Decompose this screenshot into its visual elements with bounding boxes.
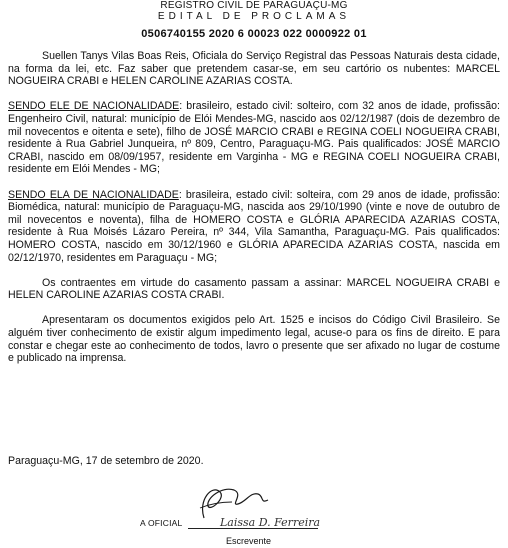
signature-block [140,478,400,548]
document-code: 0506740155 2020 6 00023 022 0000922 01 [141,28,367,40]
date-line: Paraguaçu-MG, 17 de setembro de 2020. [8,455,204,467]
edital-title: EDITAL DE PROCLAMAS [157,11,351,22]
bride-paragraph [8,189,500,265]
names-after-paragraph: Os contraentes em virtude do casamento passam a assinar: MARCEL NOGUEIRA CRABI e HELEN CAROLINE AZARIAS COSTA CRABI. [8,276,500,302]
closing-paragraph: Apresentaram os documentos exigidos pelo Art. 1525 e incisos do Código Civil Brasileiro. Se alguém tiver conhecimento de existir algum impedimento legal, acuse-o para os fins de direito. E para constar e chegar este ao conhecimento de todos, lavro o presente que ser afixado no lugar de costume e publicado na imprensa. [8,314,500,365]
registry-name: REGISTRO CIVIL DE PARAGUAÇU-MG [160,0,348,11]
groom-heading: SENDO ELE DE NACIONALIDADE [8,100,180,113]
oficial-label: A OFICIAL [140,518,183,528]
groom-text: : brasileiro, estado civil: solteiro, com 32 anos de idade, profissão: Engenheiro Civil, natural: município de Elói Mendes-MG, nascido aos 02/12/1987 (dois de dezembro de mil novecentos e oitenta e sete), filho de JOSÉ MARCIO CRABI e REGINA COELI NOGUEIRA CRABI, residente à Rua Gabriel Junqueira, nº 809, Centro, Paraguaçu-MG. Pais qualificados: JOSÉ MARCIO CRABI, nascido em 08/09/1957, residente em Varginha - MG e REGINA COELI NOGUEIRA CRABI, residente em Elói Mendes - MG; [8,100,500,176]
groom-paragraph [8,100,500,176]
document-body [8,50,500,377]
intro-paragraph: Suellen Tanys Vilas Boas Reis, Oficiala do Serviço Registral das Pessoas Naturais desta cidade, na forma da lei, etc. Faz saber que pretendem casar-se, em seu cartório os nubentes: MARCEL NOGUEIRA CRABI e HELEN CAROLINE AZARIAS COSTA. [8,50,500,88]
document-header [0,0,508,41]
signer-name: Laissa D. Ferreira [220,516,321,529]
signer-role: Escrevente [226,536,272,546]
bride-heading: SENDO ELA DE NACIONALIDADE [8,188,179,201]
bride-text: : brasileira, estado civil: solteira, com 29 anos de idade, profissão: Biomédica, natural: município de Paraguaçu-MG, nascida aos 29/10/1990 (vinte e nove de outubro de mil novecentos e noventa), filha de HOMERO COSTA e GLÓRIA APARECIDA AZARIAS COSTA, residente à Rua Moisés Lázaro Pereira, nº 344, Vila Samantha, Paraguaçu-MG. Pais qualificados: HOMERO COSTA, nascido em 30/12/1960 e GLÓRIA APARECIDA AZARIAS COSTA, nascida em 02/12/1970, residentes em Paraguaçu - MG; [8,188,500,264]
